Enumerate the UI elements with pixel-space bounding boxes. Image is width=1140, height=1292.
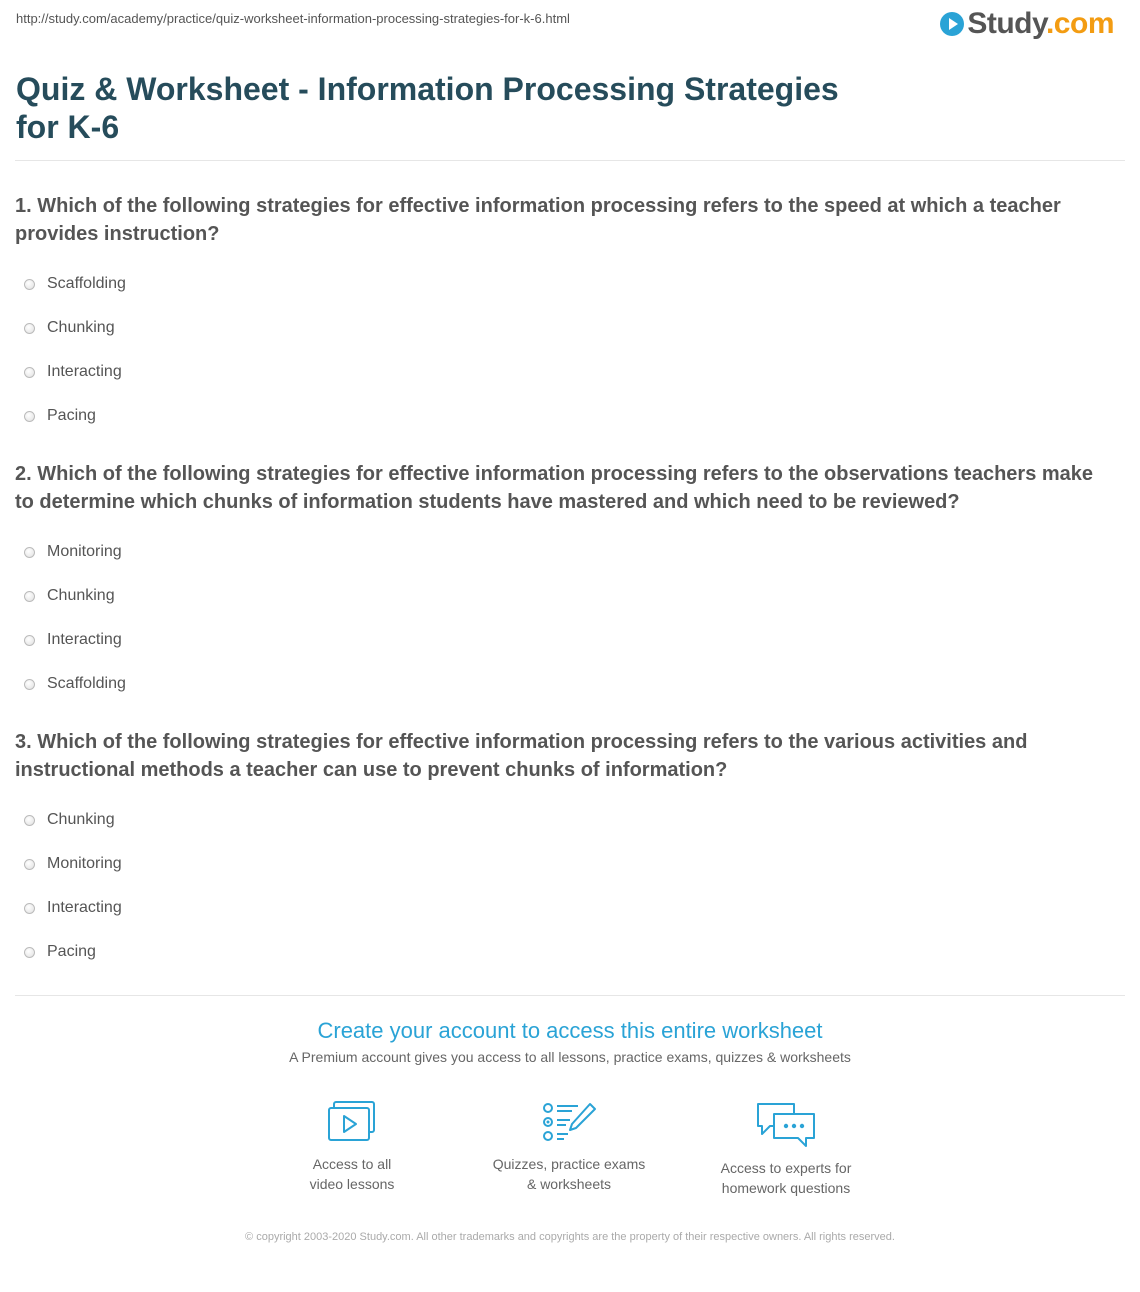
radio-button[interactable]: [24, 367, 35, 378]
copyright-notice: © copyright 2003-2020 Study.com. All other trademarks and copyrights are the property of their respective owners. All rights reserved.: [245, 1231, 895, 1243]
quiz-checklist-icon: [540, 1100, 598, 1144]
radio-button[interactable]: [24, 547, 35, 558]
answer-option[interactable]: [15, 798, 1115, 842]
video-lesson-icon: [326, 1100, 378, 1144]
page-title: Quiz & Worksheet - Information Processing Strategies for K-6: [16, 71, 839, 145]
answer-list: [15, 262, 1115, 438]
radio-button[interactable]: [24, 903, 35, 914]
logo-text: Study.com: [967, 7, 1114, 40]
radio-button[interactable]: [24, 679, 35, 690]
question-2: [15, 460, 1115, 706]
question-1: [15, 192, 1115, 438]
answer-label: Chunking: [47, 319, 115, 336]
radio-button[interactable]: [24, 815, 35, 826]
answer-list: [15, 530, 1115, 706]
page-url: http://study.com/academy/practice/quiz-worksheet-information-processing-strategies-for-k-6.html: [16, 11, 570, 26]
feature-label: Access to experts for homework questions: [720, 1160, 852, 1196]
answer-option[interactable]: [15, 662, 1115, 706]
radio-button[interactable]: [24, 635, 35, 646]
question-text: 3. Which of the following strategies for effective information processing refers to the various activities and instructional methods a teacher can use to prevent chunks of information?: [15, 731, 1028, 781]
feature-label: Access to all video lessons: [309, 1156, 395, 1192]
study-logo[interactable]: [940, 6, 1114, 42]
answer-label: Monitoring: [47, 855, 122, 872]
answer-option[interactable]: [15, 394, 1115, 438]
radio-button[interactable]: [24, 411, 35, 422]
answer-label: Interacting: [47, 899, 122, 916]
answer-label: Interacting: [47, 363, 122, 380]
answer-option[interactable]: [15, 842, 1115, 886]
answer-option[interactable]: [15, 618, 1115, 662]
radio-button[interactable]: [24, 323, 35, 334]
play-logo-icon: [940, 12, 964, 36]
radio-button[interactable]: [24, 947, 35, 958]
feature-label: Quizzes, practice exams & worksheets: [492, 1156, 646, 1192]
divider: [15, 995, 1125, 996]
question-text: 1. Which of the following strategies for effective information processing refers to the speed at which a teacher provides instruction?: [15, 195, 1061, 245]
radio-button[interactable]: [24, 279, 35, 290]
feature-video-lessons: [262, 1100, 442, 1194]
answer-label: Scaffolding: [47, 675, 126, 692]
answer-option[interactable]: [15, 350, 1115, 394]
answer-list: [15, 798, 1115, 974]
feature-experts: [696, 1100, 876, 1198]
chat-experts-icon: [754, 1100, 818, 1148]
question-3: [15, 728, 1115, 974]
answer-label: Pacing: [47, 943, 96, 960]
answer-label: Monitoring: [47, 543, 122, 560]
answer-option[interactable]: [15, 886, 1115, 930]
create-account-link[interactable]: Create your account to access this entire worksheet: [317, 1018, 823, 1043]
divider: [15, 160, 1125, 161]
answer-label: Pacing: [47, 407, 96, 424]
answer-label: Scaffolding: [47, 275, 126, 292]
answer-option[interactable]: [15, 306, 1115, 350]
answer-label: Interacting: [47, 631, 122, 648]
answer-option[interactable]: [15, 530, 1115, 574]
answer-label: Chunking: [47, 811, 115, 828]
answer-option[interactable]: [15, 262, 1115, 306]
radio-button[interactable]: [24, 859, 35, 870]
feature-quizzes: [479, 1100, 659, 1194]
radio-button[interactable]: [24, 591, 35, 602]
premium-description: A Premium account gives you access to all lessons, practice exams, quizzes & worksheets: [289, 1049, 851, 1065]
answer-option[interactable]: [15, 574, 1115, 618]
question-text: 2. Which of the following strategies for effective information processing refers to the observations teachers make to determine which chunks of information students have mastered and which need to be reviewed?: [15, 463, 1094, 513]
answer-label: Chunking: [47, 587, 115, 604]
answer-option[interactable]: [15, 930, 1115, 974]
